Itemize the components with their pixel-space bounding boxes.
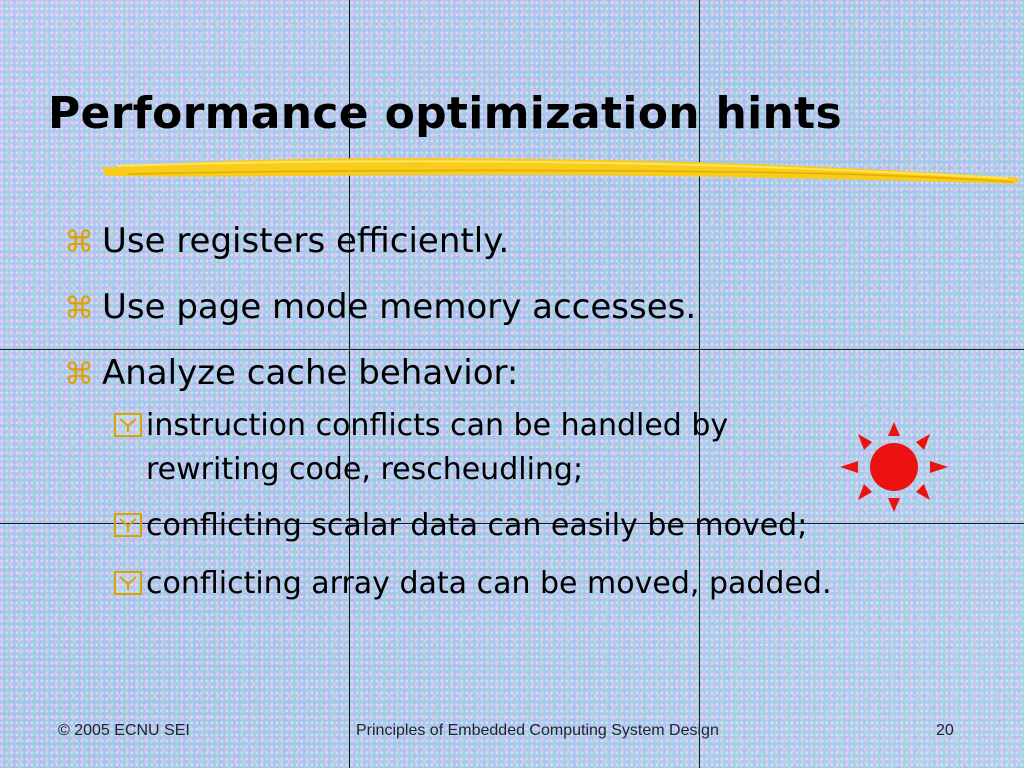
bullet-text: Use page mode memory accesses.	[102, 287, 697, 327]
footer-page-number: 20	[936, 722, 954, 739]
footer-course-title: Principles of Embedded Computing System Design	[356, 722, 719, 739]
bullet-text: Analyze cache behavior:	[102, 353, 519, 393]
command-key-icon: ⌘	[64, 291, 94, 326]
sub-bullet-item	[114, 404, 832, 492]
slide-title: Performance optimization hints	[48, 88, 842, 139]
command-key-icon: ⌘	[64, 225, 94, 260]
sub-bullet-item	[114, 504, 832, 548]
sub-bullet-item	[114, 562, 832, 606]
footer-copyright: © 2005 ECNU SEI	[58, 722, 190, 739]
bullet-item	[64, 350, 832, 396]
sun-icon	[838, 420, 950, 516]
command-key-icon: ⌘	[64, 357, 94, 392]
title-underline-brushstroke	[98, 148, 1024, 188]
bullet-text: Use registers efficiently.	[102, 221, 510, 261]
sub-bullet-text: conflicting array data can be moved, padded.	[146, 566, 832, 601]
checkbox-icon	[114, 571, 142, 595]
sub-bullet-text: instruction conflicts can be handled by	[146, 408, 729, 443]
sub-bullet-text: conflicting scalar data can easily be moved;	[146, 508, 808, 543]
bullet-item	[64, 284, 832, 330]
checkbox-icon	[114, 413, 142, 437]
sub-bullet-continuation: rewriting code, rescheudling;	[146, 452, 584, 487]
checkbox-icon	[114, 513, 142, 537]
bullet-item	[64, 218, 832, 264]
bullet-list	[64, 218, 832, 606]
